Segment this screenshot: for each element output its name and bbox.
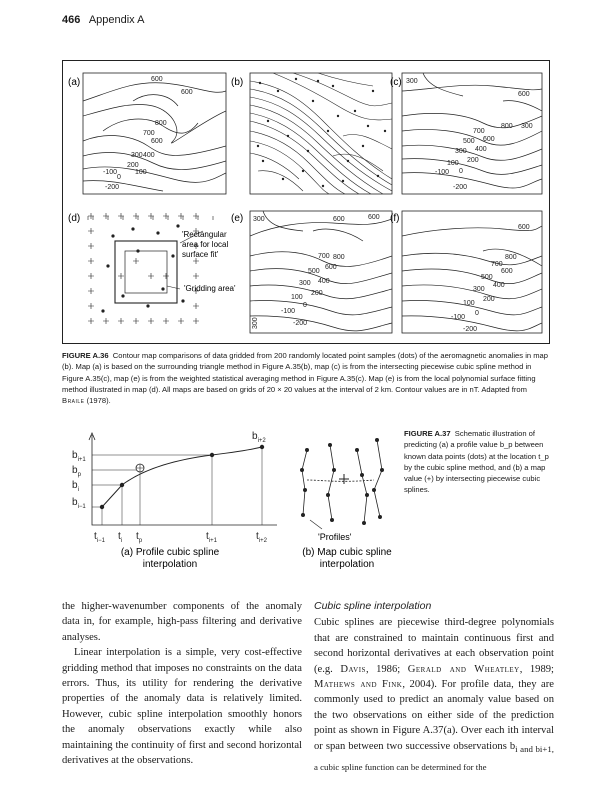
panel-d-grid [88,216,213,220]
body-left-column [62,599,302,768]
svg-text:bi−1: $b_{i-1}$ [72,497,86,510]
citation-davis: Davis [340,663,366,675]
svg-text:-200: -200 [293,320,308,327]
svg-text:600: 600 [518,224,530,231]
svg-text:100: 100 [463,300,475,307]
citation-gerald: Gerald and Wheatley [407,663,520,675]
figure-a37-caption [404,428,550,496]
fig-a37-a-sub2: interpolation [142,559,198,570]
svg-text:600: 600 [501,268,513,275]
svg-text:ti: $t_i$ [118,531,123,544]
svg-text:tp: $t_p$ [136,531,143,544]
svg-text:800: 800 [505,254,517,261]
svg-text:300: 300 [473,286,485,293]
svg-text:400: 400 [493,282,505,289]
svg-text:400: 400 [143,152,155,159]
svg-text:300: 300 [253,216,265,223]
svg-text:0: 0 [459,168,463,175]
fig-a37-b-sub1: (b) Map cubic spline [302,547,392,558]
panel-f-label: (f) [390,213,400,224]
svg-text:800: 800 [333,254,345,261]
svg-text:700: 700 [143,130,155,137]
fig-a37-b-sub2: interpolation [319,559,375,570]
figure-a37-caption-text: Schematic illustration of predicting (a) a profile value b_p between known data points (dots) at the location t_p by the cubic spline method, and (b) a map value (+) by intersecting piecewise cubic splines. [404,429,549,495]
panel-b-label: (b) [231,77,244,88]
svg-text:300: 300 [252,317,259,329]
annot-rect-l2: area for local [182,240,229,249]
figure-a36-caption-year: (1978). [86,396,111,406]
figure-a36-caption-text: Contour map comparisons of data gridded from 200 randomly located point samples (dots) of the aeromagnetic anomalies in map (b). Map (a) is based on the surrounding triangle method in Figure A.35(b), map (c) is from the intersecting piecewise cubic spline method in Figure A.35(c), map (e) is from the weighted statistical averaging method in Figure A.35(c). Map (e) is from the local polynomial surface fitting method illustrated in map (d). All maps are based on grids of 20 × 20 values at the interval of 2 km. Contour values are in nT. Adapted from [62,351,548,394]
svg-text:0: 0 [303,302,307,309]
panel-f-contours [402,226,542,331]
annot-rect-l3: surface fit' [182,250,219,259]
panel-d-inner-rect [125,251,167,293]
panel-f-contour-labels [451,224,530,333]
annot-gridding: 'Gridding area' [184,284,236,293]
panel-b-contours [250,73,392,194]
svg-text:-200: -200 [463,326,478,333]
panel-d-label: (d) [68,213,81,224]
left-paragraph-1: the higher-wavenumber components of the anomaly data in, for example, high-pass filtering and derivative analyses. [62,601,302,643]
left-paragraph-2: Linear interpolation is a simple, very cost-effective gridding method that imposes no constraints on the data errors. Thus, its utility for rendering the derivative properties of the anomaly data is relatively limited. However, cubic spline interpolation smoothly honors the anomaly observations exactly while also maintaining the continuity of first and second horizontal derivatives at the observations. [62,647,302,767]
svg-text:700: 700 [473,128,485,135]
svg-text:ti−1: $t_{i-1}$ [94,531,105,544]
svg-text:600: 600 [518,91,530,98]
svg-text:ti+2: $t_{i+2}$ [256,531,267,544]
panel-c-label: (c) [390,77,402,88]
figure-a37 [62,425,402,585]
svg-text:-200: -200 [105,184,120,191]
citation-mathews: Mathews and Fink [314,679,403,691]
svg-text:bi+2: $b_{i+2}$ [252,431,266,444]
panel-d-rect-area [115,241,177,303]
panel-b-dots [257,78,386,187]
svg-text:100: 100 [447,160,459,167]
svg-text:300: 300 [521,123,533,130]
figure-a36-caption-label: FIGURE A.36 [62,351,109,360]
svg-text:600: 600 [333,216,345,223]
svg-text:200: 200 [311,290,323,297]
running-header [62,14,144,26]
fig-a37-a-sub1: (a) Profile cubic spline [120,547,220,558]
svg-text:500: 500 [308,268,320,275]
annot-rect-l1: 'Rectangular [182,230,227,239]
fig-a37-b-profiles [302,440,382,523]
svg-text:ti+1: $t_{i+1}$ [206,531,217,544]
svg-text:800: 800 [501,123,513,130]
svg-text:600: 600 [325,264,337,271]
figure-a36-caption [62,350,548,406]
svg-text:300: 300 [455,148,467,155]
svg-text:400: 400 [475,146,487,153]
panel-b-frame [250,73,392,194]
svg-text:-100: -100 [281,308,296,315]
svg-text:600: 600 [181,89,193,96]
svg-text:bp: $b_p$ [72,465,81,478]
svg-text:400: 400 [318,278,330,285]
figure-a36-panels [63,61,549,343]
svg-text:bi: $b_i$ [72,480,79,493]
figure-a36 [62,60,550,344]
svg-text:100: 100 [135,169,147,176]
svg-text:600: 600 [151,138,163,145]
svg-text:600: 600 [483,136,495,143]
svg-text:-100: -100 [451,314,466,321]
panel-e-contours [250,211,392,331]
fig-a37-profiles-label: 'Profiles' [318,532,352,542]
svg-text:500: 500 [463,138,475,145]
fig-a37-a-labels [72,431,268,544]
panel-e-contour-labels [252,214,380,329]
svg-text:bi+1: $b_{i+1}$ [72,450,86,463]
panel-a-contour-labels [103,76,193,191]
panel-a-label: (a) [68,77,81,88]
svg-text:700: 700 [491,261,503,268]
panel-c-contour-labels [406,78,533,191]
section-heading: Cubic spline interpolation [314,600,432,612]
svg-text:0: 0 [117,174,121,181]
svg-text:300: 300 [131,152,143,159]
svg-text:800: 800 [155,120,167,127]
svg-text:-100: -100 [103,169,118,176]
svg-text:200: 200 [483,296,495,303]
svg-text:0: 0 [475,310,479,317]
figure-a37-caption-label: FIGURE A.37 [404,429,451,438]
fig-a37-a-spline [102,447,262,507]
right-paragraph-1: Cubic splines are piecewise third-degree polynomials that are constrained to maintain continuous first and second horizontal derivatives at each observation point (e.g. Davis, 1986; Gerald and Wheatley, 1989; Mathews and Fink, 2004). For profile data, they are commonly used to predict an anomaly value based on the two observations on either side of the prediction point as shown in Figure A.37(a). Over each ith interval or span between two successive observations $b_{i and bi+1, a cubic spline function can be determined for the}$ [314,617,555,773]
svg-text:-100: -100 [435,169,450,176]
fig-a37-a-axes [89,433,277,525]
svg-text:200: 200 [127,162,139,169]
fig-a37-b-predicted [339,474,349,484]
svg-text:600: 600 [151,76,163,83]
svg-text:200: 200 [467,157,479,164]
svg-text:-200: -200 [453,184,468,191]
fig-a37-a-points [100,445,264,509]
panel-e-label: (e) [231,213,244,224]
figure-a36-caption-citation: Braile [62,396,85,406]
section-title: Appendix A [88,14,145,26]
svg-text:300: 300 [406,78,418,85]
svg-text:300: 300 [299,280,311,287]
svg-text:100: 100 [291,294,303,301]
svg-text:700: 700 [318,253,330,260]
svg-text:600: 600 [368,214,380,221]
body-right-column [314,599,554,776]
page-number: 466 [62,14,81,26]
svg-text:500: 500 [481,274,493,281]
